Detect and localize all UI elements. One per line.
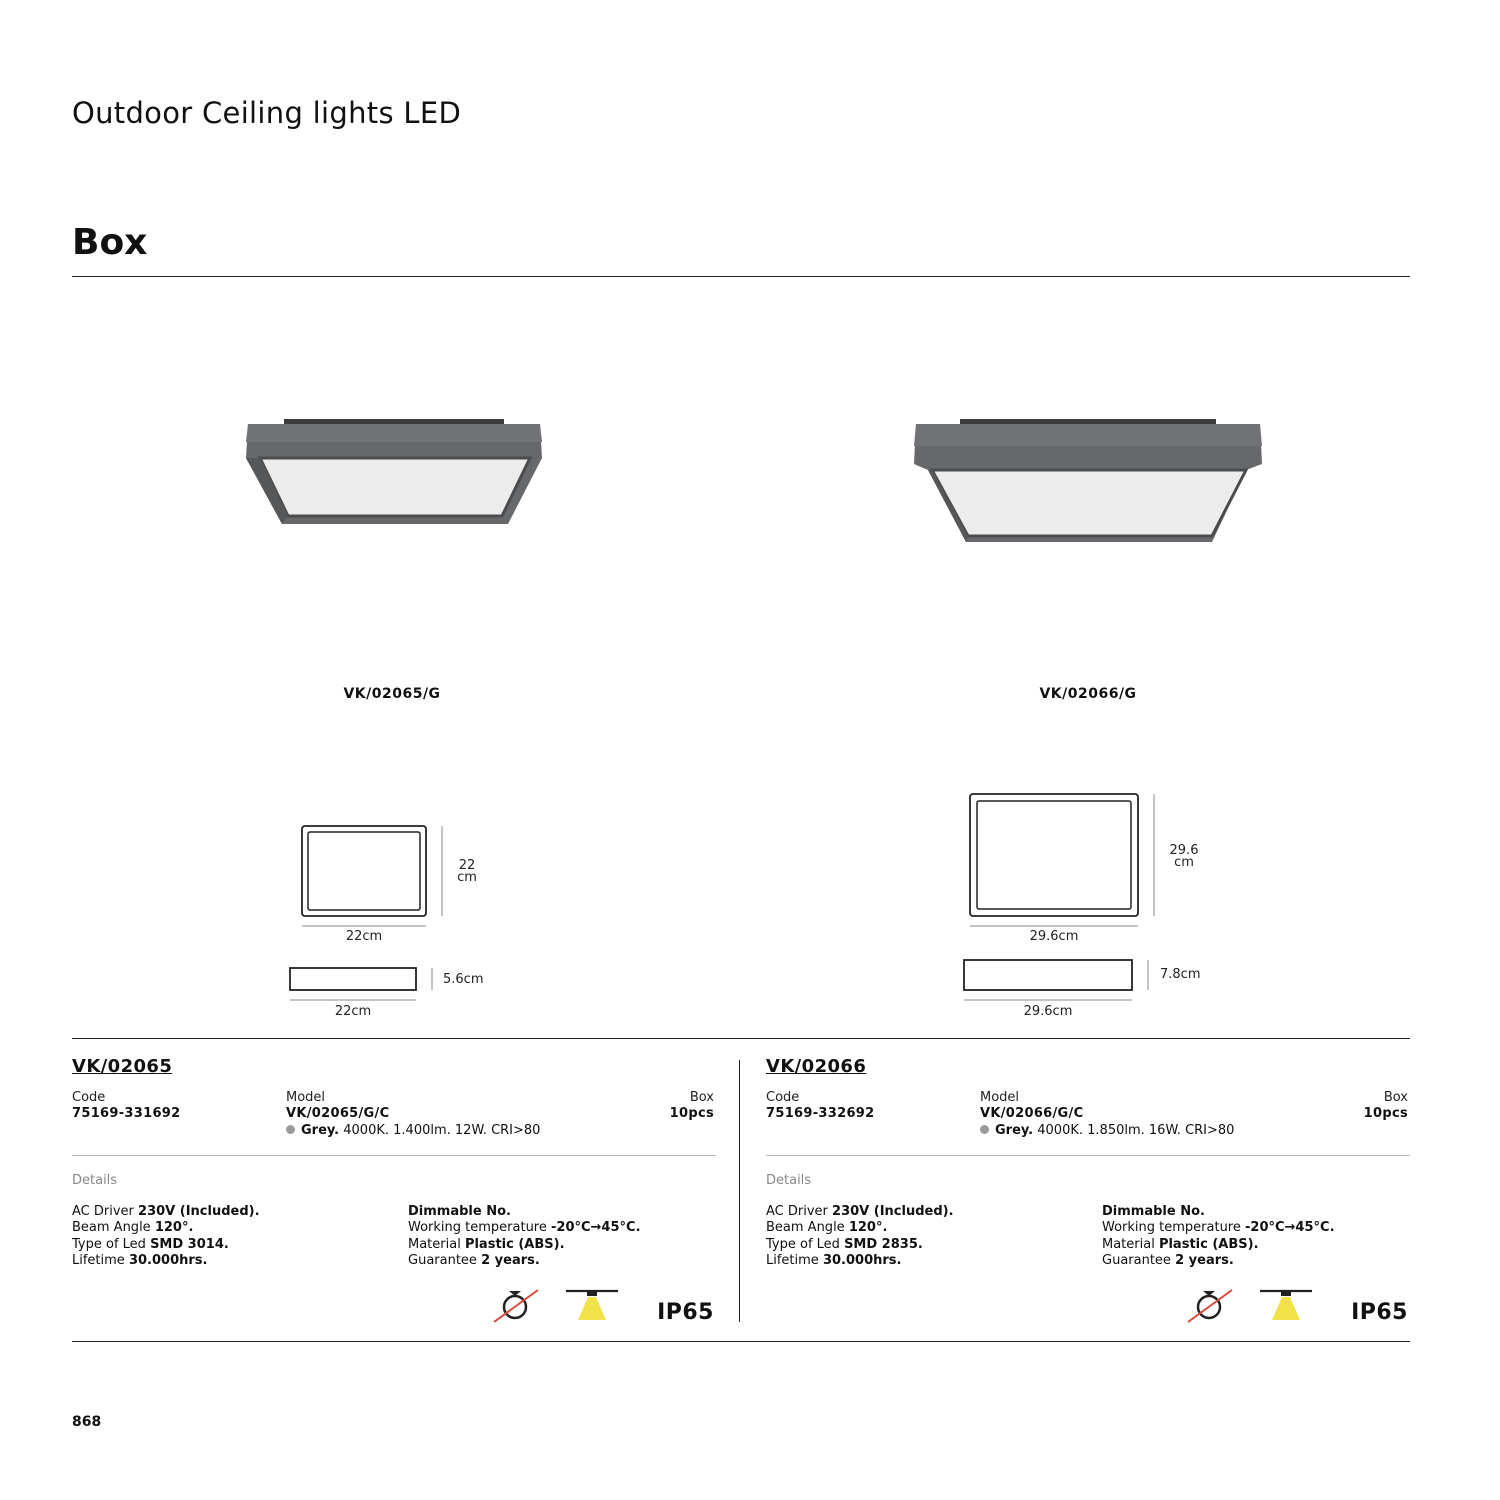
- side-width-label-vk02066: 29.6cm: [1023, 1004, 1073, 1019]
- specs-left-list: [766, 1204, 954, 1270]
- spec-panel-vk02065: [72, 1056, 716, 1326]
- finish-line: [980, 1123, 1234, 1139]
- spec-lifetime: Lifetime 30.000hrs.: [72, 1253, 208, 1269]
- spec-lifetime: Lifetime 30.000hrs.: [766, 1253, 902, 1269]
- spec-dimmable: Dimmable No.: [1102, 1204, 1205, 1219]
- side-width-label-vk02065: 22cm: [334, 1004, 372, 1019]
- spec-beam-angle: Beam Angle 120°.: [766, 1220, 888, 1236]
- code-label: Code: [72, 1090, 106, 1105]
- finish-color-swatch: [286, 1125, 295, 1134]
- model-label: Model: [286, 1090, 326, 1105]
- no-dimmer-icon: [492, 1286, 544, 1326]
- front-width-label-vk02065: 22cm: [345, 929, 383, 944]
- code-label: Code: [766, 1090, 800, 1105]
- downlight-beam-icon: [564, 1288, 620, 1326]
- details-label: Details: [72, 1173, 118, 1188]
- header-divider: [72, 276, 1410, 277]
- specs-right-list: [408, 1204, 641, 1270]
- product-photo-vk02065: [236, 412, 552, 538]
- side-height-label-vk02065: 5.6cm: [443, 972, 484, 987]
- photo-caption-vk02066: VK/02066/G: [1039, 686, 1137, 702]
- model-value: VK/02065/G/C: [286, 1106, 390, 1121]
- ip-rating: IP65: [1351, 1300, 1408, 1325]
- code-value: 75169-331692: [72, 1106, 181, 1121]
- spec-led-type: Type of Led SMD 3014.: [72, 1236, 229, 1252]
- spec-ac-driver: AC Driver 230V (Included).: [766, 1204, 954, 1219]
- spec-working-temperature: Working temperature -20°C→45°C.: [1102, 1220, 1335, 1236]
- details-divider: [766, 1155, 1410, 1156]
- spec-material: Material Plastic (ABS).: [408, 1236, 565, 1252]
- box-value: 10pcs: [669, 1106, 714, 1121]
- spec-beam-angle: Beam Angle 120°.: [72, 1220, 194, 1236]
- dimension-drawing-vk02066: [950, 788, 1170, 1018]
- ip-rating: IP65: [657, 1300, 714, 1325]
- details-label: Details: [766, 1173, 812, 1188]
- dimension-drawing-vk02065: [280, 820, 460, 1020]
- product-family-title: Box: [72, 222, 148, 263]
- photo-caption-vk02065: VK/02065/G: [343, 686, 441, 702]
- height-label-vk02065: 22 cm: [457, 858, 477, 885]
- finish-color-swatch: [980, 1125, 989, 1134]
- front-width-label-vk02066: 29.6cm: [1029, 929, 1079, 944]
- spec-guarantee: Guarantee 2 years.: [408, 1253, 540, 1269]
- catalog-category-title: Outdoor Ceiling lights LED: [72, 96, 462, 130]
- specs-right-list: [1102, 1204, 1335, 1270]
- spec-working-temperature: Working temperature -20°C→45°C.: [408, 1220, 641, 1236]
- spec-dimmable: Dimmable No.: [408, 1204, 511, 1219]
- spec-material: Material Plastic (ABS).: [1102, 1236, 1259, 1252]
- finish-specs: 4000K. 1.850lm. 16W. CRI>80: [1037, 1123, 1235, 1138]
- finish-specs: 4000K. 1.400lm. 12W. CRI>80: [343, 1123, 541, 1138]
- box-label: Box: [1383, 1090, 1408, 1105]
- no-dimmer-icon: [1186, 1286, 1238, 1326]
- finish-line: [286, 1123, 540, 1139]
- product-photo-vk02066: [906, 412, 1268, 548]
- finish-name: Grey.: [301, 1123, 340, 1138]
- specs-left-list: [72, 1204, 260, 1270]
- details-divider: [72, 1155, 716, 1156]
- column-divider: [739, 1060, 740, 1322]
- spec-guarantee: Guarantee 2 years.: [1102, 1253, 1234, 1269]
- spec-bottom-divider: [72, 1341, 1410, 1342]
- box-value: 10pcs: [1363, 1106, 1408, 1121]
- downlight-beam-icon: [1258, 1288, 1314, 1326]
- spec-led-type: Type of Led SMD 2835.: [766, 1236, 923, 1252]
- side-height-label-vk02066: 7.8cm: [1160, 967, 1201, 982]
- finish-name: Grey.: [995, 1123, 1034, 1138]
- code-value: 75169-332692: [766, 1106, 875, 1121]
- height-label-vk02066: 29.6 cm: [1169, 843, 1199, 870]
- model-label: Model: [980, 1090, 1020, 1105]
- model-value: VK/02066/G/C: [980, 1106, 1084, 1121]
- box-label: Box: [689, 1090, 714, 1105]
- spec-panel-vk02066: [766, 1056, 1410, 1326]
- product-heading: VK/02066: [766, 1056, 867, 1077]
- spec-top-divider: [72, 1038, 1410, 1039]
- page-number: 868: [72, 1414, 102, 1430]
- spec-ac-driver: AC Driver 230V (Included).: [72, 1204, 260, 1219]
- product-heading: VK/02065: [72, 1056, 173, 1077]
